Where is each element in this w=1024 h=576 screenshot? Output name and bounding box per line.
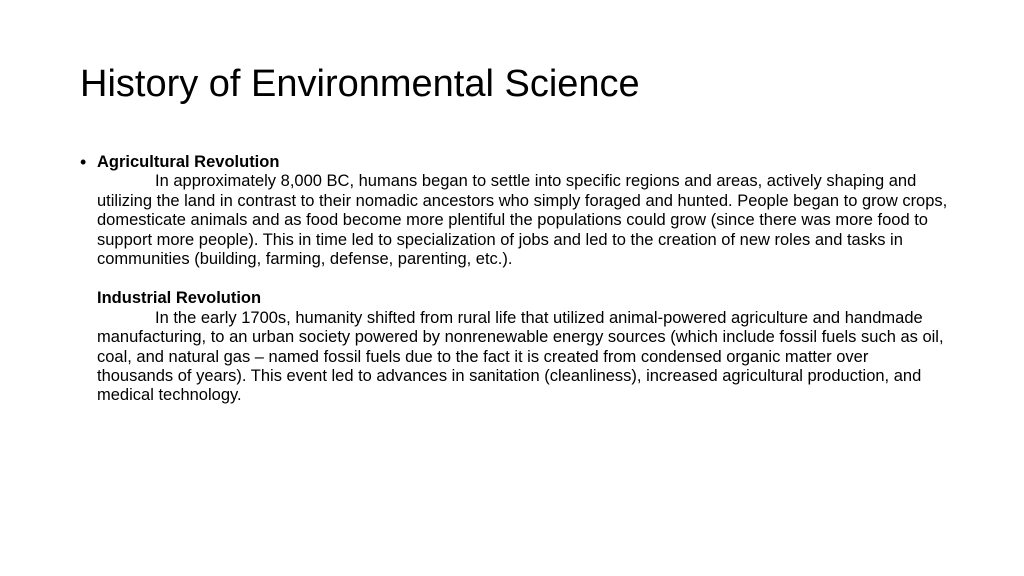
bullet-body [97,153,948,406]
section-heading-agricultural-revolution: Agricultural Revolution [97,153,280,171]
section-text-industrial-revolution: In the early 1700s, humanity shifted from rural life that utilized animal-powered agriculture and handmade manufacturing, to an urban society powered by nonrenewable energy sources (which include fossil fuels such as oil, coal, and natural gas – named fossil fuels due to the fact it is created from condensed organic matter over thousands of years). This event led to advances in sanitation (cleanliness), increased agricultural production, and medical technology. [97,308,944,405]
slide-content [80,153,948,406]
slide-title: History of Environmental Science [80,63,640,105]
bullet-icon: • [80,152,87,172]
section-spacer [97,269,948,289]
section-text-agricultural-revolution: In approximately 8,000 BC, humans began to settle into specific regions and areas, actively shaping and utilizing the land in contrast to their nomadic ancestors who simply foraged and hunted. People began to grow crops, domesticate animals and as food become more plentiful the populations could grow (since there was more food to support more people). This in time led to specialization of jobs and led to the creation of new roles and tasks in communities (building, farming, defense, parenting, etc.). [97,172,948,269]
section-heading-industrial-revolution: Industrial Revolution [97,289,262,308]
